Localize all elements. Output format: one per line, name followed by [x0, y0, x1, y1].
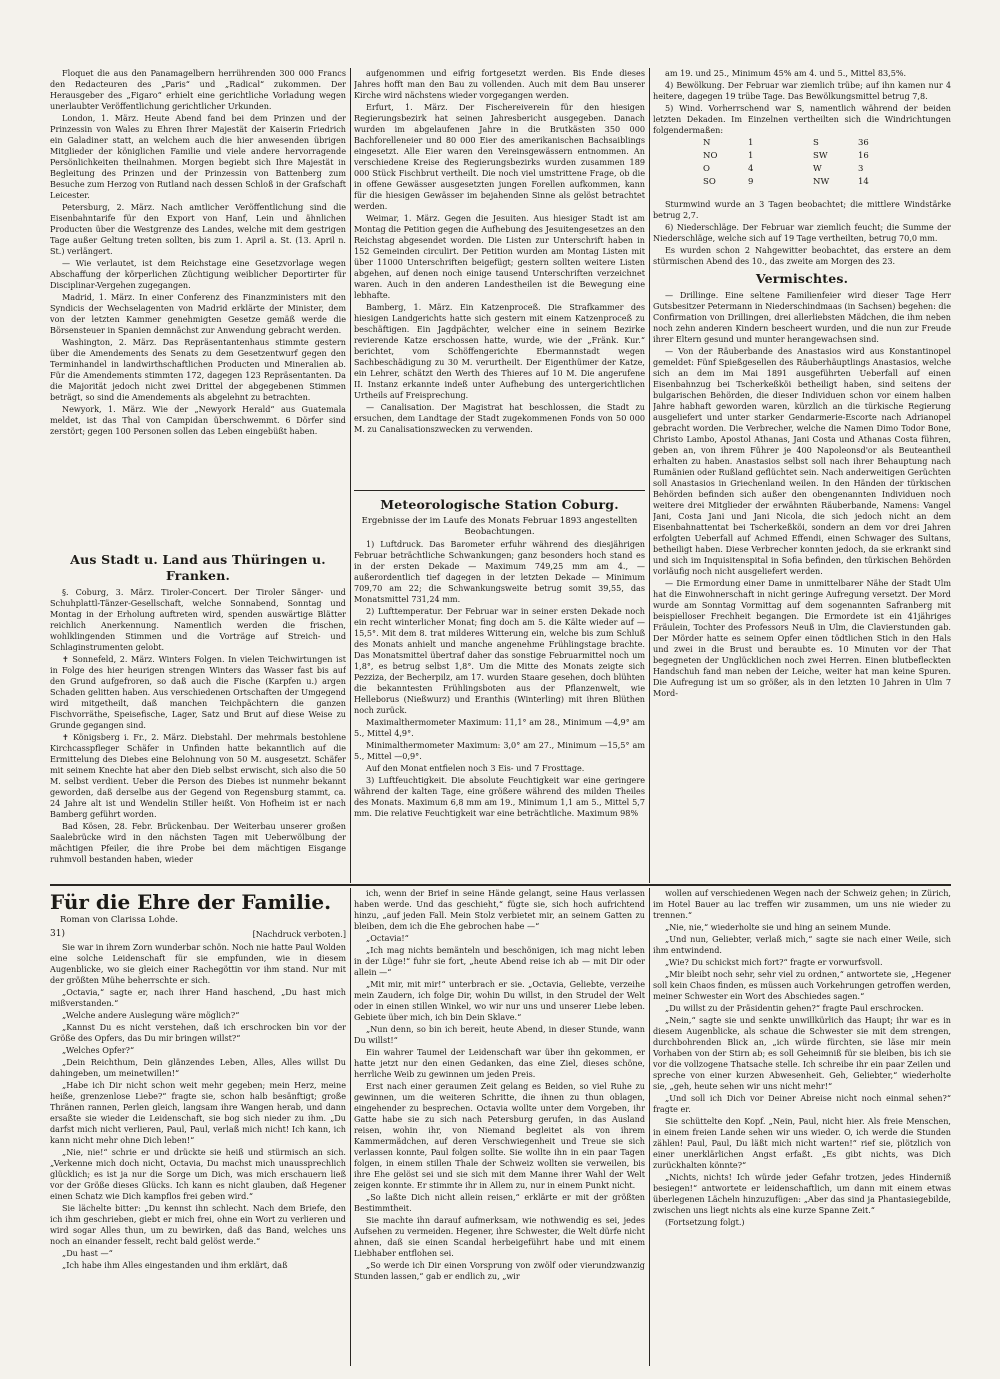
wind-direction: SO: [703, 177, 716, 187]
wind-direction: NW: [813, 177, 830, 187]
novel-paragraph: Sie lächelte bitter: „Du kennst ihn schlecht. Nach dem Briefe, den ich ihm geschrieben, giebt er mich frei, ohne ein Wort zu verlieren und wird sogar Alles thun, um zu bewirken, daß das Band, welches uns noch an einander fesselt, recht bald gelöst werde.“: [50, 1203, 346, 1246]
novel-paragraph: „Welches Opfer?“: [62, 1045, 135, 1055]
wind-count: 16: [858, 151, 869, 161]
misc-news-paragraph: — Die Ermordung einer Dame in unmittelbarer Nähe der Stadt Ulm hat die Einwohnerschaft in nicht geringe Aufregung versetzt. Der Mord wurde am Sonntag Vormittag auf dem sogenannten Safranberg mit beispielloser Frechheit begangen. Die Ermordete ist ein 41jähriges Fräulein, Tochter des Professors Neuß in Ulm, die Clavierstunden gab. Der Mörder hatte es seinem Opfer einen tödtlichen Stich in den Hals und zwei in die Brust und beraubte es. 10 Minuten vor der That begegneten der Unglücklichen noch zwei Herren. Einen blutbefleckten Handschuh fand man neben der Leiche, weiter hat man keine Spuren. Die Aufregung ist um so größer, als in den letzten 10 Jahren in Ulm 7 Mord-: [653, 578, 951, 698]
news-paragraph: Floquet die aus den Panamagelbern herrührenden 300 000 Francs den Redacteuren des „Paris“ und „Radical“ zukommen. Der Herausgeber des „Figaro“ erhielt eine gerichtliche Vorladung wegen unerlaubter Veröffentlichung gerichtlicher Urkunden.: [50, 68, 346, 111]
novel-paragraph: Ein wahrer Taumel der Leidenschaft war über ihn gekommen, er hatte jetzt nur den einen Gedanken, das eine Ziel, dieses schöne, herrliche Weib zu gewinnen um jeden Preis.: [354, 1047, 645, 1079]
meteorology-paragraph: 3) Luftfeuchtigkeit. Die absolute Feuchtigkeit war eine geringere während der kalten Tage, eine größere während des milden Theiles des Monats. Maximum 6,8 mm am 19., Minimum 1,1 am 5., Mittel 5,7 mm. Die relative Feuchtigkeit war eine beträchtliche. Maximum 98%: [354, 775, 645, 818]
column-divider: [350, 888, 351, 1366]
feuilleton-column-3: [653, 888, 951, 1368]
meteorology-paragraph: 1) Luftdruck. Das Barometer erfuhr während des diesjährigen Februar beträchtliche Schwankungen; ganz besonders hoch stand es in der ersten Dekade — Maximum 749,25 mm am 4., — außerordentlich tief dagegen in der letzten Dekade — Minimum 709,70 am 22; die Schwankungsweite betrug somit 39,55, das Monatsmittel 731,24 mm.: [354, 539, 645, 604]
column-2-local-news: [354, 68, 645, 488]
novel-paragraph: „Octavia!“: [366, 933, 409, 943]
novel-paragraph: wollen auf verschiedenen Wegen nach der Schweiz gehen; in Zürich, im Hotel Bauer au lac treffen wir zusammen, um uns nie wieder zu trennen.“: [653, 888, 951, 920]
misc-news-paragraph: — Drillinge. Eine seltene Familienfeier wird dieser Tage Herr Gutsbesitzer Petermann in Niederschindmaas (in Sachsen) begehen: die Confirmation von Drillingen, drei allerliebsten Mädchen, die ihm neben noch zehn anderen Kindern bescheert wurden, und die nun zur Freude ihrer Eltern gesund und munter herangewachsen sind.: [653, 290, 951, 344]
novel-paragraph: (Fortsetzung folgt.): [665, 1217, 745, 1227]
novel-paragraph: „So werde ich Dir einen Vorsprung von zwölf oder vierundzwanzig Stunden lassen,“ gab er endlich zu, „wir: [354, 1260, 645, 1281]
wind-direction: S: [813, 138, 819, 148]
wind-count: 14: [858, 177, 869, 187]
novel-paragraph: „Und nun, Geliebter, verlaß mich,“ sagte sie nach einer Weile, sich ihm entwindend.: [653, 934, 951, 955]
wind-count: 9: [748, 177, 754, 187]
meteorology-paragraph: Es wurden schon 2 Nahgewitter beobachtet, das erstere an dem stürmischen Abend des 10., das zweite am Morgen des 23.: [653, 245, 951, 266]
meteorology-paragraph: 5) Wind. Vorherrschend war S, namentlich während der beiden letzten Dekaden. Im Einzelnen vertheilten sich die Windrichtungen folgendermaßen:: [653, 103, 951, 135]
wind-direction: N: [703, 138, 711, 148]
novel-paragraph: „Du willst zu der Präsidentin gehen?“ fragte Paul erschrocken.: [665, 1003, 924, 1013]
feuilleton-title: Für die Ehre der Familie.: [50, 890, 332, 914]
feuilleton-byline: Roman von Clarissa Lohde.: [60, 915, 178, 925]
column-2-meteorology: [354, 493, 645, 879]
meteorology-paragraph: 2) Lufttemperatur. Der Februar war in seiner ersten Dekade noch ein recht winterlicher Monat; fing doch am 5. die Kälte wieder auf —15,5°. Mit dem 8. trat milderes Witterung ein, welche bis zum Schluß des Monats anhielt und manche angenehme Frühlingstage brachte. Das Monatsmittel übertraf daher das sonstige Februarmittel noch um 1,8°, es betrug selbst 1,8°. Um die Mitte des Monats zeigte sich Pezziza, der Becherpilz, am 17. wurden Staare gesehen, doch blühten die bekanntesten Frühlingsboten aus der Pflanzenwelt, wie Helleborus (Nießwurz) und Eranthis (Winterling) mit ihren Blüthen noch zurück.: [354, 606, 645, 715]
local-news-paragraph: aufgenommen und eifrig fortgesetzt werden. Bis Ende dieses Jahres hofft man den Bau zu vollenden. Auch mit dem Bau unserer Kirche wird nächstens wieder vorgegangen werden.: [354, 68, 645, 100]
feuilleton-column-1: [50, 888, 346, 1368]
novel-paragraph: „Nun denn, so bin ich bereit, heute Abend, in dieser Stunde, wann Du willst!“: [354, 1024, 645, 1045]
novel-paragraph: „Wie? Du schickst mich fort?“ fragte er vorwurfsvoll.: [665, 957, 883, 967]
news-paragraph: — Wie verlautet, ist dem Reichstage eine Gesetzvorlage wegen Abschaffung der körperlichen Züchtigung weiblicher Deportirter für Disciplinar-Vergehen zugegangen.: [50, 258, 346, 290]
column-3-meteorology-cont: [653, 68, 951, 883]
novel-paragraph: „Dein Reichthum, Dein glänzendes Leben, Alles, Alles willst Du dahingeben, um meinetwillen!“: [50, 1057, 346, 1078]
feuilleton-column-2: [354, 888, 645, 1368]
section-heading-misc: Vermischtes.: [755, 271, 849, 286]
section-heading-local: Aus Stadt u. Land aus Thüringen u. Franken.: [70, 552, 326, 583]
novel-paragraph: „Nie, nie,“ wiederholte sie und hing an seinem Munde.: [665, 922, 891, 932]
local-news-paragraph: §. Coburg, 3. März. Tiroler-Concert. Der Tiroler Sänger- und Schuhplattl-Tänzer-Gesellschaft, welche Sonnabend, Sonntag und Montag in der Erholung auftreten wird, spenden auswärtige Blätter reichlich Anerkennung. Namentlich werden die frischen, wohlklingenden Stimmen und die Vorträge auf Streich- und Schlaginstrumenten gelobt.: [50, 587, 346, 652]
novel-paragraph: „Nein,“ sagte sie und senkte unwillkürlich das Haupt; ihr war es in diesem Augenblicke, als schaue die Schwester sie mit dem strengen, durchbohrenden Blick an, „ich würde fürchten, sie läse mir mein Vorhaben von der Stirn ab; es soll Geheimniß für sie bleiben, bis ich sie vor die vollzogene Thatsache stelle. Ich schreibe ihr ein paar Zeilen und spreche von einer kurzen Abwesenheit. Geh, Geliebter,“ wiederholte sie, „geh, heute sehen wir uns nicht mehr!“: [653, 1015, 951, 1091]
section-divider: [354, 490, 645, 491]
novel-paragraph: „Nichts, nichts! Ich würde jeder Gefahr trotzen, jedes Hinderniß besiegen!“ antwortete er leidenschaftlich, um dann mit einem etwas überlegenen Lächeln hinzuzufügen: „Aber das sind ja Phantasiegebilde, zwischen uns liegt nichts als eine kurze Spanne Zeit.“: [653, 1172, 951, 1215]
novel-paragraph: „Habe ich Dir nicht schon weit mehr gegeben; mein Herz, meine heiße, grenzenlose Liebe?“ fragte sie, schon halb besänftigt; große Thränen rannen, Perlen gleich, langsam ihre Wangen herab, und dann ersaßte sie wieder die Leidenschaft, sie bog sich nieder zu ihm. „Du darfst mich nicht verlieren, Paul, Paul, verlaß mich nicht! Ich kann, ich kann nicht mehr ohne Dich leben!“: [50, 1080, 346, 1145]
meteorology-paragraph: 4) Bewölkung. Der Februar war ziemlich trübe; auf ihn kamen nur 4 heitere, dagegen 19 trübe Tage. Das Bewölkungsmittel betrug 7,8.: [653, 80, 951, 101]
wind-count: 3: [858, 164, 864, 174]
wind-count: 1: [748, 151, 754, 161]
meteorology-paragraph: Sturmwind wurde an 3 Tagen beobachtet; die mittlere Windstärke betrug 2,7.: [653, 199, 951, 220]
novel-paragraph: „Mit mir, mit mir!“ unterbrach er sie. „Octavia, Geliebte, verzeihe mein Zaudern, ich folge Dir, wohin Du willst, in den Strudel der Welt oder in einen stillen Winkel, wo wir nur uns und unserer Liebe leben. Gebiete über mich, ich bin Dein Sklave.“: [354, 979, 645, 1022]
local-news-paragraph: ✝ Sonnefeld, 2. März. Winters Folgen. In vielen Teichwirtungen ist in Folge des hier heurigen strengen Winters das Wasser fast bis auf den Grund aufgefroren, so daß auch die Fische (Karpfen u.) argen Schaden gelitten haben. Aus verschiedenen Ortschaften der Umgegend wird mitgetheilt, daß manchen Teichpächtern die ganzen Fischvorräthe, Speisefische, Lager, Satz und Brut auf diese Weise zu Grunde gegangen sind.: [50, 654, 346, 730]
novel-paragraph: Sie war in ihrem Zorn wunderbar schön. Noch nie hatte Paul Wolden eine solche Leidenschaft für sie empfunden, wie in diesem Augenblicke, wo sie gleich einer Rachegöttin vor ihm stand. Nur mit der größten Mühe beherrschte er sich.: [50, 942, 346, 985]
meteorology-paragraph: am 19. und 25., Minimum 45% am 4. und 5., Mittel 83,5%.: [665, 68, 907, 78]
local-news-paragraph: ✝ Königsberg i. Fr., 2. März. Diebstahl. Der mehrmals bestohlene Kirchcasspfleger Schäfer in Unfinden hatte bekanntlich auf die Ermittelung des Diebes eine Belohnung von 50 M. ausgesetzt. Schäfer mit seinem Knechte hat aber den Dieb selbst erwischt, sich also die 50 M. selbst verdient. Ueber die Person des Diebes ist nunmehr bekannt geworden, daß derselbe aus der Gegend von Regensburg stammt, ca. 24 Jahre alt ist und Wendelin Stiller heißt. Von Hofheim ist er nach Bamberg geführt worden.: [50, 732, 346, 819]
news-paragraph: Newyork, 1. März. Wie der „Newyork Herald“ aus Guatemala meldet, ist das Thal von Campidan überschwemmt. 6 Dörfer sind zerstört; gegen 100 Personen sollen das Leben eingebüßt haben.: [50, 404, 346, 436]
wind-direction: W: [813, 164, 822, 174]
novel-paragraph: „Mir bleibt noch sehr, sehr viel zu ordnen,“ antwortete sie, „Hegener soll kein Chaos finden, es müssen auch Vorkehrungen getroffen werden, meiner Schwester ein Wort des Abschiedes sagen.“: [653, 969, 951, 1001]
reprint-notice: [Nachdruck verboten.]: [252, 929, 346, 939]
local-news-paragraph: — Canalisation. Der Magistrat hat beschlossen, die Stadt zu ersuchen, dem Landtage der Stadt zugekommenen Fonds von 50 000 M. zu Canalisationszwecken zu verwenden.: [354, 402, 645, 434]
novel-paragraph: „Nie, nie!“ schrie er und drückte sie heiß und stürmisch an sich. „Verkenne mich doch nicht, Octavia, Du machst mich unaussprechlich glücklich; es ist ja nur die Sorge um Dich, was mich erschauern ließ vor der Größe dieses Glücks. Ich kann es nicht glauben, daß Hegener einen Schatz wie Dich kampflos frei geben wird.“: [50, 1147, 346, 1201]
novel-paragraph: „Kannst Du es nicht verstehen, daß ich erschrocken bin vor der Größe des Opfers, das Du mir bringen willst?“: [50, 1022, 346, 1043]
wind-direction: O: [703, 164, 710, 174]
local-news-paragraph: Erfurt, 1. März. Der Fischereiverein für den hiesigen Regierungsbezirk hat seinen Jahresbericht ausgegeben. Danach wurden im abgelaufenen Jahre in die Brutkästen 350 000 Bachforelleneier und 80 000 Eier des amerikanischen Bachsaiblings eingesetzt. Alle Eier waren den Vereinsgewässern entnommen. An verschiedene Kreise des Regierungsbezirks wurden zusammen 189 000 Stück Fischbrut vertheilt. Die noch viel umstrittene Frage, ob die in offene Gewässer ausgesetzten jungen Forellen aufkommen, kann für die hiesigen Gewässer im bejahenden Sinne als gelöst betrachtet werden.: [354, 102, 645, 211]
novel-paragraph: Sie schüttelte den Kopf. „Nein, Paul, nicht hier. Als freie Menschen, in einem freien Lande sehen wir uns wieder. O, ich werde die Stunden zählen! Paul, Paul, Du läßt mich nicht warten!“ rief sie, plötzlich von einer unerklärlichen Angst erfaßt. „Es gibt nichts, was Dich zurückhalten könnte?“: [653, 1116, 951, 1170]
novel-paragraph: „Ich habe ihm Alles eingestanden und ihm erklärt, daß: [62, 1260, 288, 1270]
feuilleton-rule: [50, 884, 951, 886]
feuilleton-meta: [50, 929, 346, 940]
column-1-news: [50, 68, 346, 548]
misc-news-paragraph: — Von der Räuberbande des Anastasios wird aus Konstantinopel gemeldet: Fünf Spießgesellen des Räuberhäuptlings Anastasios, welche sich an dem im Mai 1891 ausgeführten Ueberfall auf einen Eisenbahnzug bei Tscherkeßköi betheiligt haben, sind seitens der bulgarischen Behörden, die dieser Individuen schon vor einem halben Jahre habhaft geworden waren, kürzlich an die türkische Regierung ausgeliefert und unter starker Gendarmerie-Escorte nach Adrianopel gebracht worden. Die Verbrecher, welche die Namen Dimo Todor Bone, Christo Lambo, Apostol Athanas, Jani Costa und Athanas Costa führen, geben an, von ihrem Führer je 400 Napoleonsd'or als Beuteantheil erhalten zu haben. Anastasios selbst soll nach ihrer Behauptung nach Rumänien oder Rußland geflüchtet sein. Nach anderweitigen Gerüchten soll Anastasios in Griechenland weilen. In den Händen der türkischen Behörden befinden sich außer den obengenannten Individuen noch weitere drei Mitglieder der erwähnten Räuberbande, Namens: Vangel Jani, Costa Jani und Jani Nicola, die sich jedoch nicht an dem Eisenbahnattentat bei Tscherkeßköi, sondern an dem vor drei Jahren erfolgten Ueberfall auf Achmed Effendi, einen Schwager des Sultans, betheiligt haben. Diese Verbrecher konnten jedoch, da sie erkrankt sind und sich im Inquisitenspital in Sofia befinden, den türkischen Behörden vorläufig noch nicht ausgeliefert werden.: [653, 346, 951, 576]
column-1-local-news: [50, 548, 346, 878]
wind-count: 36: [858, 138, 869, 148]
meteorology-paragraph: Auf den Monat entfielen noch 3 Eis- und 7 Frosttage.: [366, 763, 585, 773]
novel-paragraph: „Octavia,“ sagte er, nach ihrer Hand haschend, „Du hast mich mißverstanden.“: [50, 987, 346, 1008]
wind-direction: SW: [813, 151, 828, 161]
news-paragraph: Petersburg, 2. März. Nach amtlicher Veröffentlichung sind die Eisenbahntarife für den Export von Hanf, Lein und ähnlichen Producten über die Westgrenze des Landes, welche mit dem gestrigen Tage außer Geltung treten sollten, bis zum 1. April a. St. (13. April n. St.) verlängert.: [50, 202, 346, 256]
wind-count: 1: [748, 138, 754, 148]
installment-number: 31): [50, 929, 65, 939]
news-paragraph: Madrid, 1. März. In einer Conferenz des Finanzministers mit den Syndicis der Wechselagenten von Madrid erklärte der Minister, dem von der letzten Kammer genehmigten Gesetze gemäß werde die Börsensteuer in Spanien demnächst zur Anwendung gebracht werden.: [50, 292, 346, 335]
meteorology-paragraph: 6) Niederschläge. Der Februar war ziemlich feucht; die Summe der Niederschläge, welche sich auf 19 Tage vertheilten, betrug 70,0 mm.: [653, 222, 951, 243]
column-divider: [350, 68, 351, 883]
meteorology-paragraph: Minimalthermometer Maximum: 3,0° am 27., Minimum —15,5° am 5., Mittel —0,9°.: [354, 740, 645, 761]
local-news-paragraph: Bamberg, 1. März. Ein Katzenproceß. Die Strafkammer des hiesigen Landgerichts hatte sich gestern mit einem Katzenproceß zu beschäftigen. Ein Jagdpächter, welcher eine in seinem Bezirke revierende Katze erschossen hatte, wurde, wie der „Fränk. Kur.“ berichtet, vom Schöffengerichte Ebermannstadt wegen Sachbeschädigung zu 30 M. verurtheilt. Der Eigenthümer der Katze, ein Lehrer, schätzt den Werth des Thieres auf 10 M. Die angerufene II. Instanz erkannte indeß unter Aufhebung des untergerichtlichen Urtheils auf Freisprechung.: [354, 302, 645, 400]
wind-table: [653, 138, 951, 196]
novel-paragraph: ich, wenn der Brief in seine Hände gelangt, seine Haus verlassen haben werde. Und das geschieht,“ fügte sie, sich hoch aufrichtend hinzu, „auf jeden Fall. Mein Stolz verbietet mir, an seinem Gatten zu bleiben, dem ich die Ehe gebrochen habe —“: [354, 888, 645, 931]
column-divider: [649, 888, 650, 1366]
news-paragraph: London, 1. März. Heute Abend fand bei dem Prinzen und der Prinzessin von Wales zu Ehren Ihrer Majestät der Kaiserin Friedrich ein Galadiner statt, an welchem auch die hier anwesenden übrigen Mitglieder der königlichen Familie und viele andere hervorragende Persönlichkeiten theilnahmen. Morgen begiebt sich Ihre Majestät in Begleitung des Prinzen und der Prinzessin von Battenberg zum Besuche zum Herzog von Rutland nach dessen Schloß in der Grafschaft Leicester.: [50, 113, 346, 200]
column-divider: [649, 68, 650, 883]
meteorology-subtitle: Ergebnisse der im Laufe des Monats Februar 1893 angestellten Beobachtungen.: [361, 516, 638, 537]
local-news-paragraph: Bad Kösen, 28. Febr. Brückenbau. Der Weiterbau unserer großen Saalebrücke wird in den nächsten Tagen mit Ueberwölbung der mächtigen Pfeiler, die ihre Probe bei dem mächtigen Eisgange ruhmvoll bestanden haben, wieder: [50, 821, 346, 864]
novel-paragraph: „Welche andere Auslegung wäre möglich?“: [62, 1010, 240, 1020]
novel-paragraph: „So laßte Dich nicht allein reisen,“ erklärte er mit der größten Bestimmtheit.: [354, 1192, 645, 1213]
novel-paragraph: „Du hast —“: [62, 1248, 113, 1258]
novel-paragraph: Sie machte ihn darauf aufmerksam, wie nothwendig es sei, jedes Aufsehen zu vermeiden. Hegener, ihre Schwester, die Welt dürfe nicht ahnen, daß sie einen Scandal herbeigeführt habe und mit einem Liebhaber entflohen sei.: [354, 1215, 645, 1258]
novel-paragraph: „Und soll ich Dich vor Deiner Abreise nicht noch einmal sehen?“ fragte er.: [653, 1093, 951, 1114]
local-news-paragraph: Weimar, 1. März. Gegen die Jesuiten. Aus hiesiger Stadt ist am Montag die Petition gegen die Aufhebung des Jesuitengesetzes an den Reichstag abgesendet worden. Die Listen zur Unterschrift haben in 152 Gemeinden circulirt. Der Petition wurden am Montag Listen mit über 11000 Unterschriften beigefügt; gestern sollten weitere Listen abgehen, auf denen noch einige tausend Unterschriften verzeichnet waren. Auch in den anderen Landestheilen ist die Bewegung eine lebhafte.: [354, 213, 645, 300]
news-paragraph: Washington, 2. März. Das Repräsentantenhaus stimmte gestern über die Amendements des Senats zu dem Gesetzentwurf gegen den Terminhandel in landwirthschaftlichen Producten und Mineralien ab. Für die Amendements stimmten 172, dagegen 123 Repräsentanten. Da die Majorität jedoch nicht zwei Drittel der abgegebenen Stimmen beträgt, so sind die Amendements als abgelehnt zu betrachten.: [50, 337, 346, 402]
meteorology-title: Meteorologische Station Coburg.: [380, 497, 619, 512]
novel-paragraph: Erst nach einer geraumen Zeit gelang es Beiden, so viel Ruhe zu gewinnen, um die weiteren Schritte, die ihnen zu thun oblagen, eingehender zu besprechen. Octavia wollte unter dem Vorgeben, ihr Gatte habe sie zu sich nach Petersburg gerufen, in das Ausland reisen, wohin ihr, von Niemand begleitet als von ihrem Kammermädchen, auf deren Verschwiegenheit und Treue sie sich verlassen konnte, Paul folgen sollte. Sie wollte ihn in ein paar Tagen folgen, in einem stillen Thale der Schweiz wollten sie verweilen, bis ihre Ehe gelöst sei und sie sich mit dem Manne ihrer Wahl der Welt zeigen konnte. Er stimmte ihr in Allem zu, nur in einem Punkt nicht.: [354, 1081, 645, 1190]
novel-paragraph: „Ich mag nichts bemänteln und beschönigen, ich mag nicht leben in der Lüge!“ fuhr sie fort, „heute Abend reise ich ab — mit Dir oder allein —“: [354, 945, 645, 977]
wind-count: 4: [748, 164, 754, 174]
wind-direction: NO: [703, 151, 718, 161]
meteorology-paragraph: Maximalthermometer Maximum: 11,1° am 28., Minimum —4,9° am 5., Mittel 4,9°.: [354, 717, 645, 738]
